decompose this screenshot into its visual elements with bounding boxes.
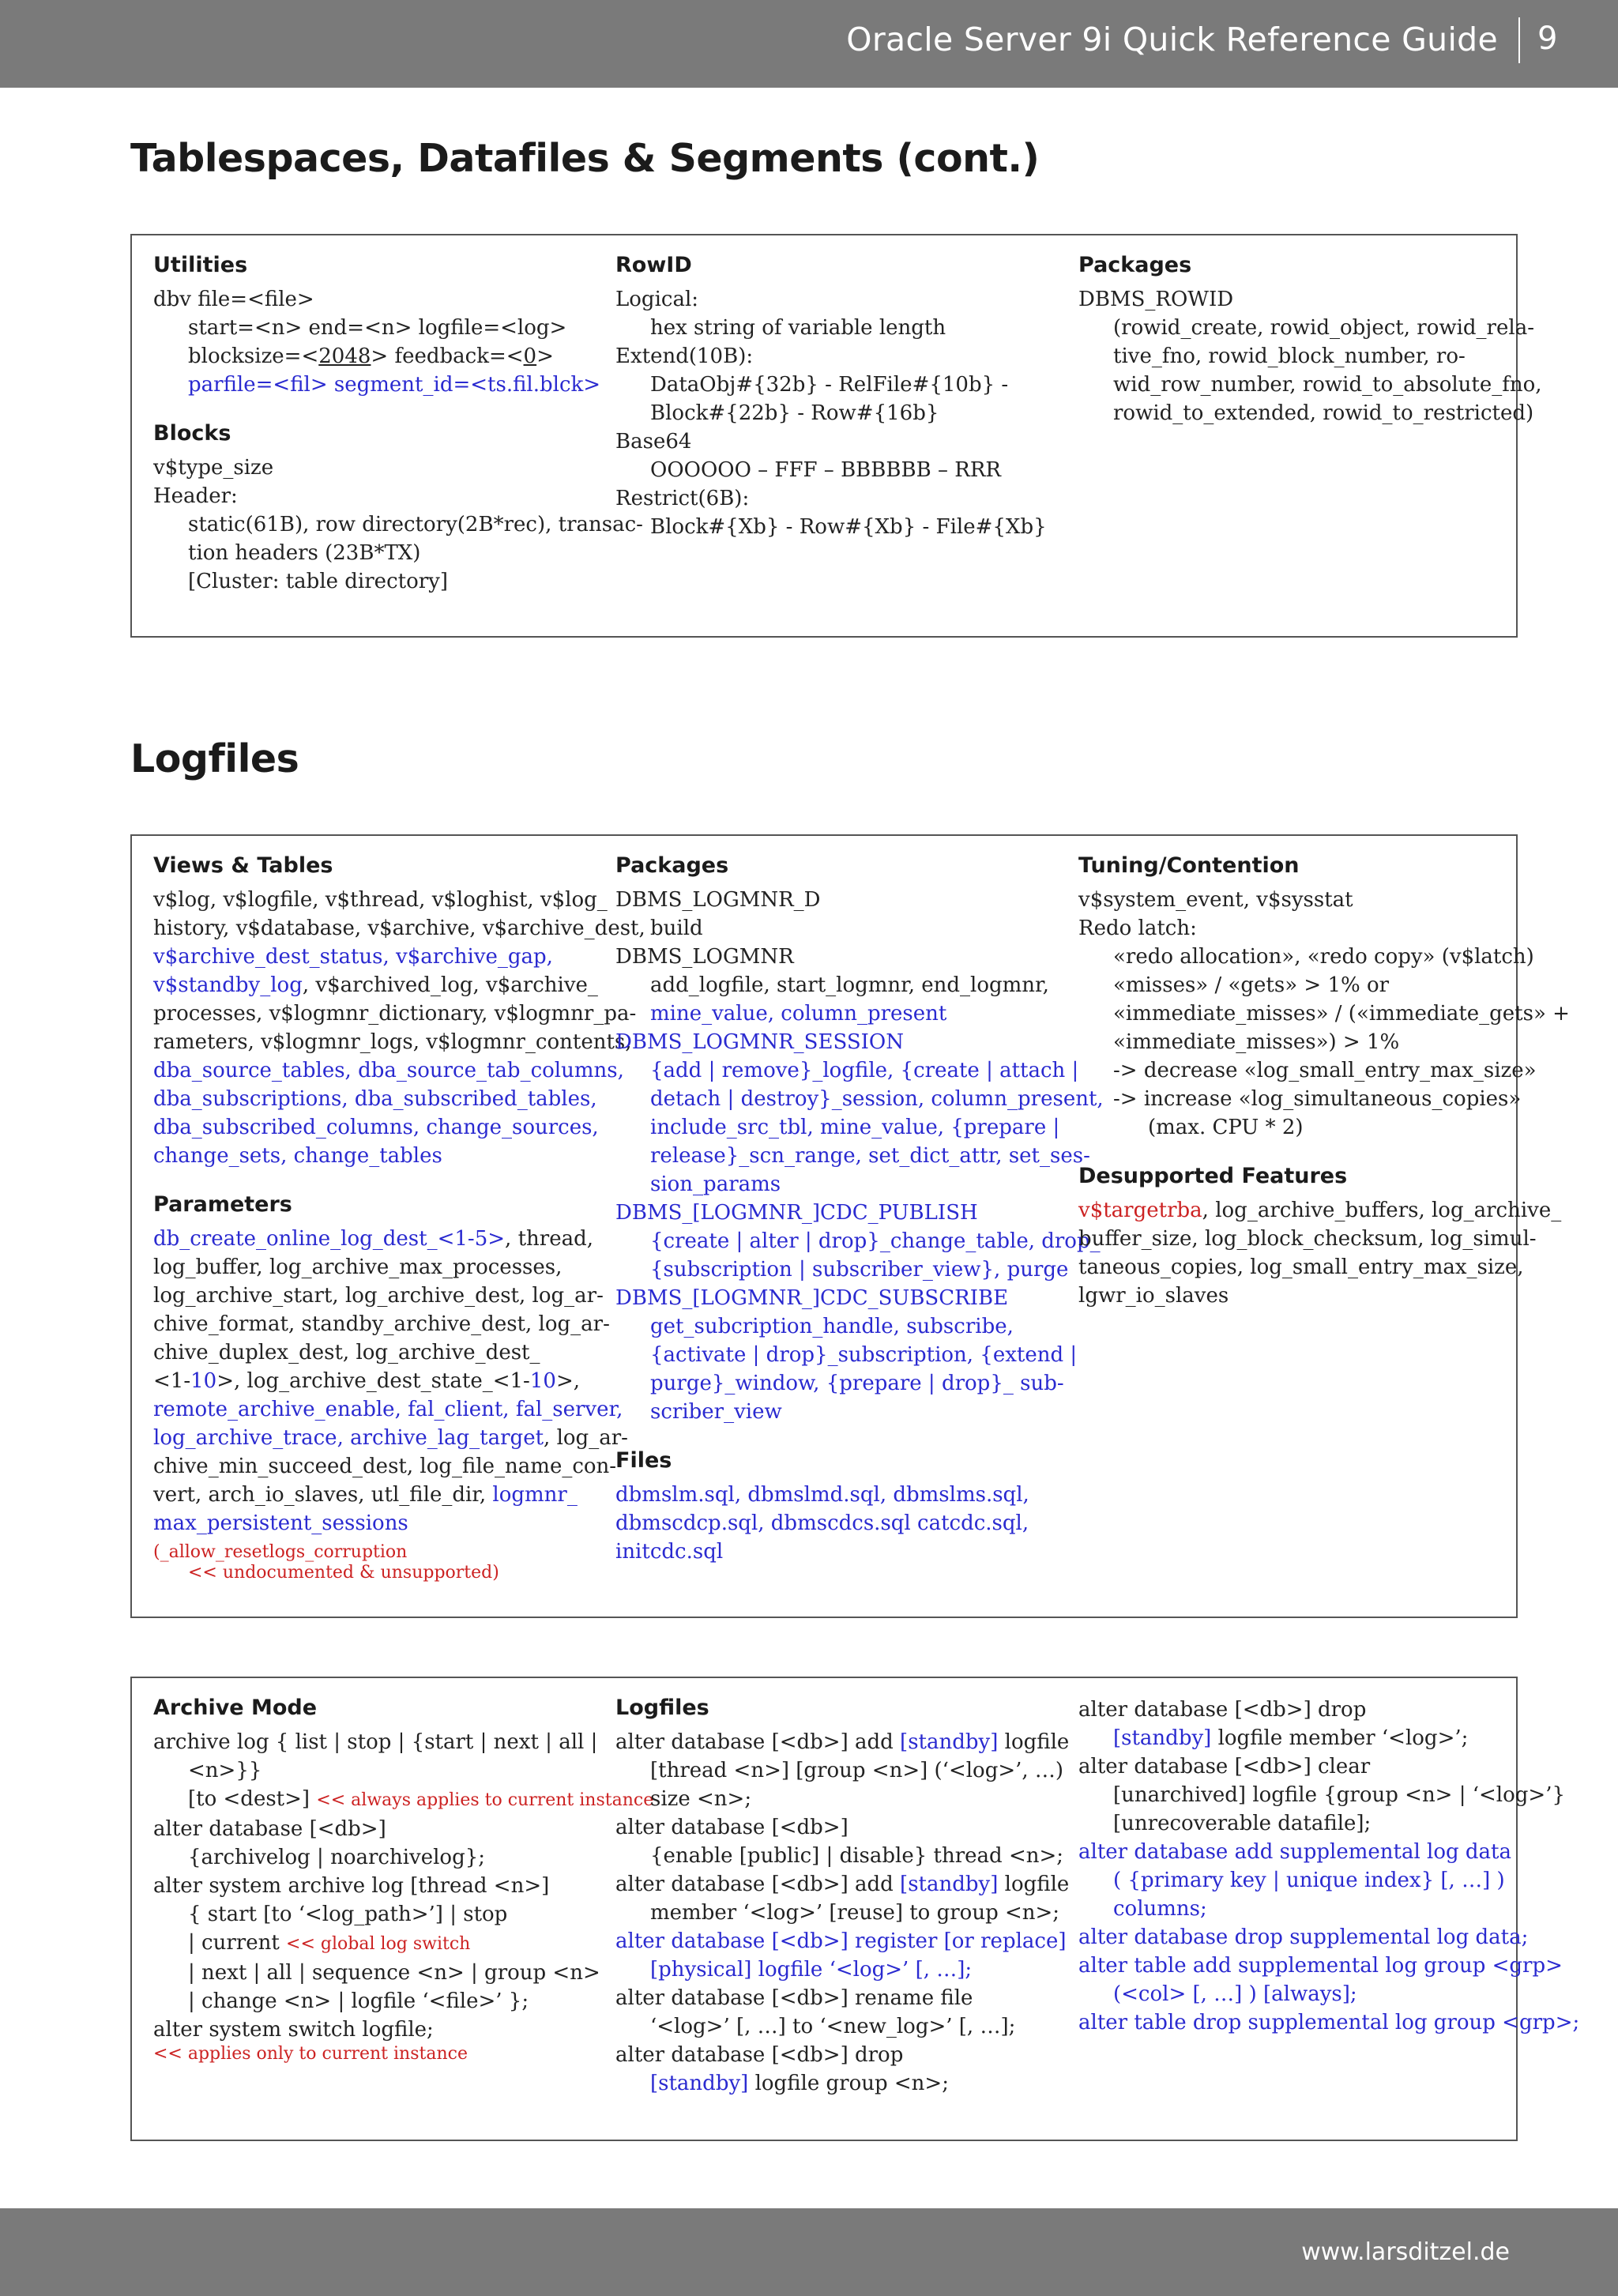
text-line: { start [to ‘<log_path>’] | stop (188, 1903, 508, 1926)
text-line: DBMS_[LOGMNR_]CDC_PUBLISH (615, 1201, 978, 1225)
text-line: chive_duplex_dest, log_archive_dest_ (153, 1341, 540, 1364)
logmnr-packages-column (615, 853, 1104, 1566)
text-line: Base64 (615, 430, 692, 454)
text-line: v$standby_log, v$archived_log, v$archive_ (153, 973, 598, 997)
tuning-column (1078, 853, 1570, 1310)
text-line: [thread <n>] [group <n>] (‘<log>’, …) (650, 1759, 1064, 1782)
text-line: tive_fno, rowid_block_number, ro- (1113, 344, 1466, 368)
text-line: (rowid_create, rowid_object, rowid_rela- (1113, 316, 1534, 340)
text-line: add_logfile, start_logmnr, end_logmnr, (650, 973, 1049, 997)
text-line: wid_row_number, rowid_to_absolute_fno, (1113, 373, 1542, 397)
text-line: <n>}} (188, 1759, 262, 1782)
text-line: [standby] logfile group <n>; (650, 2072, 949, 2095)
archive-heading: Archive Mode (153, 1696, 318, 1720)
text-line: dbmslm.sql, dbmslmd.sql, dbmslms.sql, (615, 1483, 1029, 1507)
text-line: alter table drop supplemental log group <grp>; (1078, 2011, 1580, 2034)
text-line: parfile=<fil> segment_id=<ts.fil.blck> (188, 373, 601, 397)
text-line: alter system switch logfile; (153, 2018, 434, 2042)
text-line: Header: (153, 484, 238, 508)
logfiles-heading: Logfiles (615, 1696, 709, 1720)
text-line: v$type_size (153, 456, 274, 480)
text-line: alter database [<db>] add [standby] logfile (615, 1730, 1070, 1754)
text-line: -> decrease «log_small_entry_max_size» (1113, 1059, 1537, 1082)
text-line: DBMS_LOGMNR (615, 945, 794, 969)
text-line: dba_source_tables, dba_source_tab_columns, (153, 1059, 624, 1082)
rowid-column (615, 253, 1058, 541)
note-line: << applies only to current instance (153, 2044, 468, 2064)
text-line: db_create_online_log_dest_<1-5>, thread, (153, 1227, 593, 1251)
text-line: {activate | drop}_subscription, {extend | (650, 1343, 1078, 1367)
text-line: Logical: (615, 288, 699, 311)
rowid-heading: RowID (615, 253, 692, 277)
text-line: Restrict(6B): (615, 487, 750, 510)
text-line: alter database [<db>] drop (615, 2043, 904, 2067)
text-line: v$archive_dest_status, v$archive_gap, (153, 945, 553, 969)
text-line: include_src_tbl, mine_value, {prepare | (650, 1116, 1060, 1139)
tuning-heading: Tuning/Contention (1078, 853, 1300, 878)
note-line: << undocumented & unsupported) (188, 1563, 499, 1583)
text-line: {create | alter | drop}_change_table, drop_ (650, 1229, 1101, 1253)
text-line: dbmscdcp.sql, dbmscdcs.sql catcdc.sql, (615, 1511, 1029, 1535)
text-line: DBMS_LOGMNR_D (615, 888, 821, 912)
text-line: alter database [<db>] clear (1078, 1755, 1371, 1778)
text-line: alter database add supplemental log data (1078, 1840, 1511, 1864)
text-line: {add | remove}_logfile, {create | attach | (650, 1059, 1079, 1082)
text-line: purge}_window, {prepare | drop}_ sub- (650, 1372, 1064, 1395)
text-line: log_buffer, log_archive_max_processes, (153, 1255, 563, 1279)
text-line: dba_subscriptions, dba_subscribed_tables, (153, 1087, 597, 1111)
text-line: static(61B), row directory(2B*rec), transac- (188, 513, 643, 536)
text-line: start=<n> end=<n> logfile=<log> (188, 316, 567, 340)
text-line: DBMS_LOGMNR_SESSION (615, 1030, 904, 1054)
note-line: (_allow_resetlogs_corruption (153, 1542, 408, 1562)
text-line: alter database [<db>] drop (1078, 1698, 1367, 1722)
text-line: (<col> [, …] ) [always]; (1113, 1982, 1357, 2006)
guide-title: Oracle Server 9i Quick Reference Guide (846, 21, 1498, 58)
page-number: 9 (1537, 21, 1558, 57)
text-line: hex string of variable length (650, 316, 946, 340)
text-line: alter database drop supplemental log data; (1078, 1925, 1529, 1949)
text-line: v$targetrba, log_archive_buffers, log_archive_ (1078, 1199, 1562, 1222)
text-line: lgwr_io_slaves (1078, 1284, 1229, 1308)
text-line: alter database [<db>] register [or replace] (615, 1929, 1067, 1953)
text-line: [Cluster: table directory] (188, 570, 448, 593)
text-line: change_sets, change_tables (153, 1144, 442, 1168)
text-line: member ‘<log>’ [reuse] to group <n>; (650, 1901, 1060, 1925)
text-line: buffer_size, log_block_checksum, log_simul- (1078, 1227, 1537, 1251)
text-line: dba_subscribed_columns, change_sources, (153, 1116, 599, 1139)
packages-heading: Packages (1078, 253, 1192, 277)
text-line: Block#{22b} - Row#{16b} (650, 401, 939, 425)
packages-column (1078, 253, 1542, 427)
text-line: «redo allocation», «redo copy» (v$latch) (1113, 945, 1534, 969)
text-line: tion headers (23B*TX) (188, 541, 421, 565)
text-line: release}_scn_range, set_dict_attr, set_ses- (650, 1144, 1090, 1168)
text-line: DataObj#{32b} - RelFile#{10b} - (650, 373, 1009, 397)
text-line: alter database [<db>] (615, 1816, 849, 1839)
text-line: alter system archive log [thread <n>] (153, 1874, 550, 1898)
parameters-heading: Parameters (153, 1192, 292, 1217)
text-line: columns; (1113, 1897, 1207, 1921)
text-line: blocksize=<2048> feedback=<0> (188, 344, 554, 368)
archive-column (153, 1696, 654, 2065)
text-line: vert, arch_io_slaves, utl_file_dir, logmnr_ (153, 1483, 578, 1507)
text-line: log_archive_start, log_archive_dest, log_ar- (153, 1284, 604, 1308)
views-heading: Views & Tables (153, 853, 333, 878)
text-line: v$log, v$logfile, v$thread, v$loghist, v$log_ (153, 888, 608, 912)
text-line: detach | destroy}_session, column_present, (650, 1087, 1104, 1111)
text-line: [standby] logfile member ‘<log>’; (1113, 1726, 1469, 1750)
text-line: archive log { list | stop | {start | next | all | (153, 1730, 598, 1754)
section-title-logfiles: Logfiles (130, 736, 299, 781)
logfile-commands-column (615, 1696, 1070, 2098)
text-line: | next | all | sequence <n> | group <n> (188, 1961, 600, 1985)
text-line: -> increase «log_simultaneous_copies» (1113, 1087, 1522, 1111)
text-line: taneous_copies, log_small_entry_max_size, (1078, 1255, 1524, 1279)
header-divider (1518, 17, 1520, 63)
text-line: [physical] logfile ‘<log>’ [, …]; (650, 1958, 973, 1982)
text-line: {subscription | subscriber_view}, purge (650, 1258, 1069, 1282)
text-line: ‘<log>’ [, …] to ‘<new_log>’ [, …]; (650, 2015, 1016, 2038)
text-line: «immediate_misses») > 1% (1113, 1030, 1400, 1054)
text-line: v$system_event, v$sysstat (1078, 888, 1353, 912)
text-line: | change <n> | logfile ‘<file>’ }; (188, 1989, 529, 2013)
text-line: alter database [<db>] add [standby] logfile (615, 1873, 1070, 1896)
supplemental-column (1078, 1696, 1580, 2037)
text-line: build (650, 917, 703, 940)
text-line: log_archive_trace, archive_lag_target, log_ar- (153, 1426, 628, 1450)
utilities-column (153, 253, 643, 596)
text-line: alter database [<db>] rename file (615, 1986, 973, 2010)
text-line: alter database [<db>] (153, 1817, 386, 1841)
files-heading: Files (615, 1448, 672, 1473)
text-line: mine_value, column_present (650, 1002, 947, 1026)
text-line: [unarchived] logfile {group <n> | ‘<log>’} (1113, 1783, 1566, 1807)
text-line: OOOOOO – FFF – BBBBBB – RRR (650, 458, 1001, 482)
text-line: sion_params (650, 1172, 781, 1196)
packages-heading: Packages (615, 853, 729, 878)
text-line: ( {primary key | unique index} [, …] ) (1113, 1869, 1505, 1892)
footer-bar (0, 2208, 1618, 2296)
text-line: size <n>; (650, 1787, 752, 1811)
text-line: rowid_to_extended, rowid_to_restricted) (1113, 401, 1534, 425)
text-line: DBMS_ROWID (1078, 288, 1234, 311)
text-line: [to <dest>] << always applies to current instance (188, 1787, 654, 1811)
text-line: DBMS_[LOGMNR_]CDC_SUBSCRIBE (615, 1286, 1009, 1310)
header-bar (0, 0, 1618, 88)
text-line: Redo latch: (1078, 917, 1197, 940)
text-line: <1-10>, log_archive_dest_state_<1-10>, (153, 1369, 580, 1393)
archive-box (130, 1677, 1580, 2141)
text-line: {archivelog | noarchivelog}; (188, 1846, 486, 1869)
text-line: «immediate_misses» / («immediate_gets» + (1113, 1002, 1570, 1026)
logfiles-box (130, 834, 1570, 1618)
tablespaces-box (130, 234, 1542, 638)
text-line: | current << global log switch (188, 1931, 471, 1955)
text-line: rameters, v$logmnr_logs, v$logmnr_contents, (153, 1030, 632, 1054)
text-line: {enable [public] | disable} thread <n>; (650, 1844, 1064, 1868)
text-line: [unrecoverable datafile]; (1113, 1812, 1372, 1835)
footer-url-link[interactable]: www.larsditzel.de (1301, 2238, 1510, 2266)
text-line: initcdc.sql (615, 1540, 724, 1564)
desupported-heading: Desupported Features (1078, 1164, 1348, 1188)
text-line: remote_archive_enable, fal_client, fal_server, (153, 1398, 623, 1421)
section-title-tablespaces: Tablespaces, Datafiles & Segments (cont.) (130, 136, 1040, 181)
blocks-heading: Blocks (153, 421, 231, 446)
utilities-heading: Utilities (153, 253, 248, 277)
text-line: scriber_view (650, 1400, 782, 1424)
text-line: dbv file=<file> (153, 288, 314, 311)
text-line: chive_min_succeed_dest, log_file_name_con- (153, 1455, 617, 1478)
text-line: max_persistent_sessions (153, 1511, 408, 1535)
text-line: history, v$database, v$archive, v$archive_dest, (153, 917, 645, 940)
text-line: Block#{Xb} - Row#{Xb} - File#{Xb} (650, 515, 1047, 539)
text-line: «misses» / «gets» > 1% or (1113, 973, 1390, 997)
text-line: (max. CPU * 2) (1148, 1116, 1304, 1139)
text-line: processes, v$logmnr_dictionary, v$logmnr_pa- (153, 1002, 637, 1026)
text-line: Extend(10B): (615, 344, 754, 368)
text-line: chive_format, standby_archive_dest, log_ar- (153, 1312, 610, 1336)
text-line: get_subcription_handle, subscribe, (650, 1315, 1014, 1338)
text-line: alter table add supplemental log group <grp> (1078, 1954, 1563, 1978)
